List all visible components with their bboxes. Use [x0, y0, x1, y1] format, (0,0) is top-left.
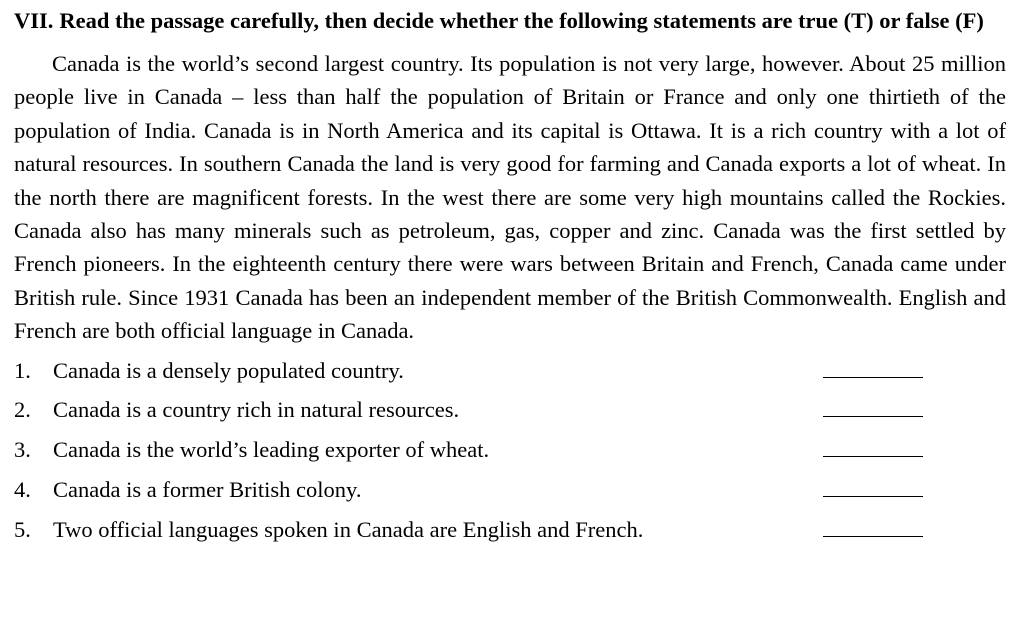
- answer-blank[interactable]: [823, 536, 923, 537]
- question-item: [14, 475, 1006, 515]
- question-item: [14, 515, 1006, 555]
- answer-blank[interactable]: [823, 496, 923, 497]
- question-item: [14, 435, 1006, 475]
- exercise-number: VII.: [14, 8, 54, 33]
- exercise-heading: [14, 4, 1006, 37]
- question-text: Canada is a former British colony.: [53, 477, 362, 503]
- question-number: 5.: [14, 516, 31, 542]
- question-text: Two official languages spoken in Canada are English and French.: [53, 516, 644, 542]
- question-item: [14, 356, 1006, 396]
- true-false-questions: [14, 356, 1006, 555]
- worksheet: [14, 4, 1006, 555]
- question-number: 1.: [14, 357, 31, 383]
- answer-blank[interactable]: [823, 456, 923, 457]
- question-number: 2.: [14, 397, 31, 423]
- answer-blank[interactable]: [823, 416, 923, 417]
- exercise-instruction: Read the passage carefully, then decide whether the following statements are true (T) or false (F): [59, 8, 984, 33]
- question-number: 4.: [14, 477, 31, 503]
- answer-blank[interactable]: [823, 377, 923, 378]
- question-number: 3.: [14, 437, 31, 463]
- question-text: Canada is a densely populated country.: [53, 357, 404, 383]
- question-text: Canada is the world’s leading exporter of wheat.: [53, 437, 490, 463]
- reading-passage: Canada is the world’s second largest country. Its population is not very large, however. About 25 million people live in Canada – less than half the population of Britain or France and only one thirtieth of the population of India. Canada is in North America and its capital is Ottawa. It is a rich country with a lot of natural resources. In southern Canada the land is very good for farming and Canada exports a lot of wheat. In the north there are magnificent forests. In the west there are some very high mountains called the Rockies. Canada also has many minerals such as petroleum, gas, copper and zinc. Canada was the first settled by French pioneers. In the eighteenth century there were wars between Britain and French, Canada came under British rule. Since 1931 Canada has been an independent member of the British Commonwealth. English and French are both official language in Canada.: [14, 51, 1006, 344]
- question-text: Canada is a country rich in natural resources.: [53, 397, 460, 423]
- question-item: [14, 395, 1006, 435]
